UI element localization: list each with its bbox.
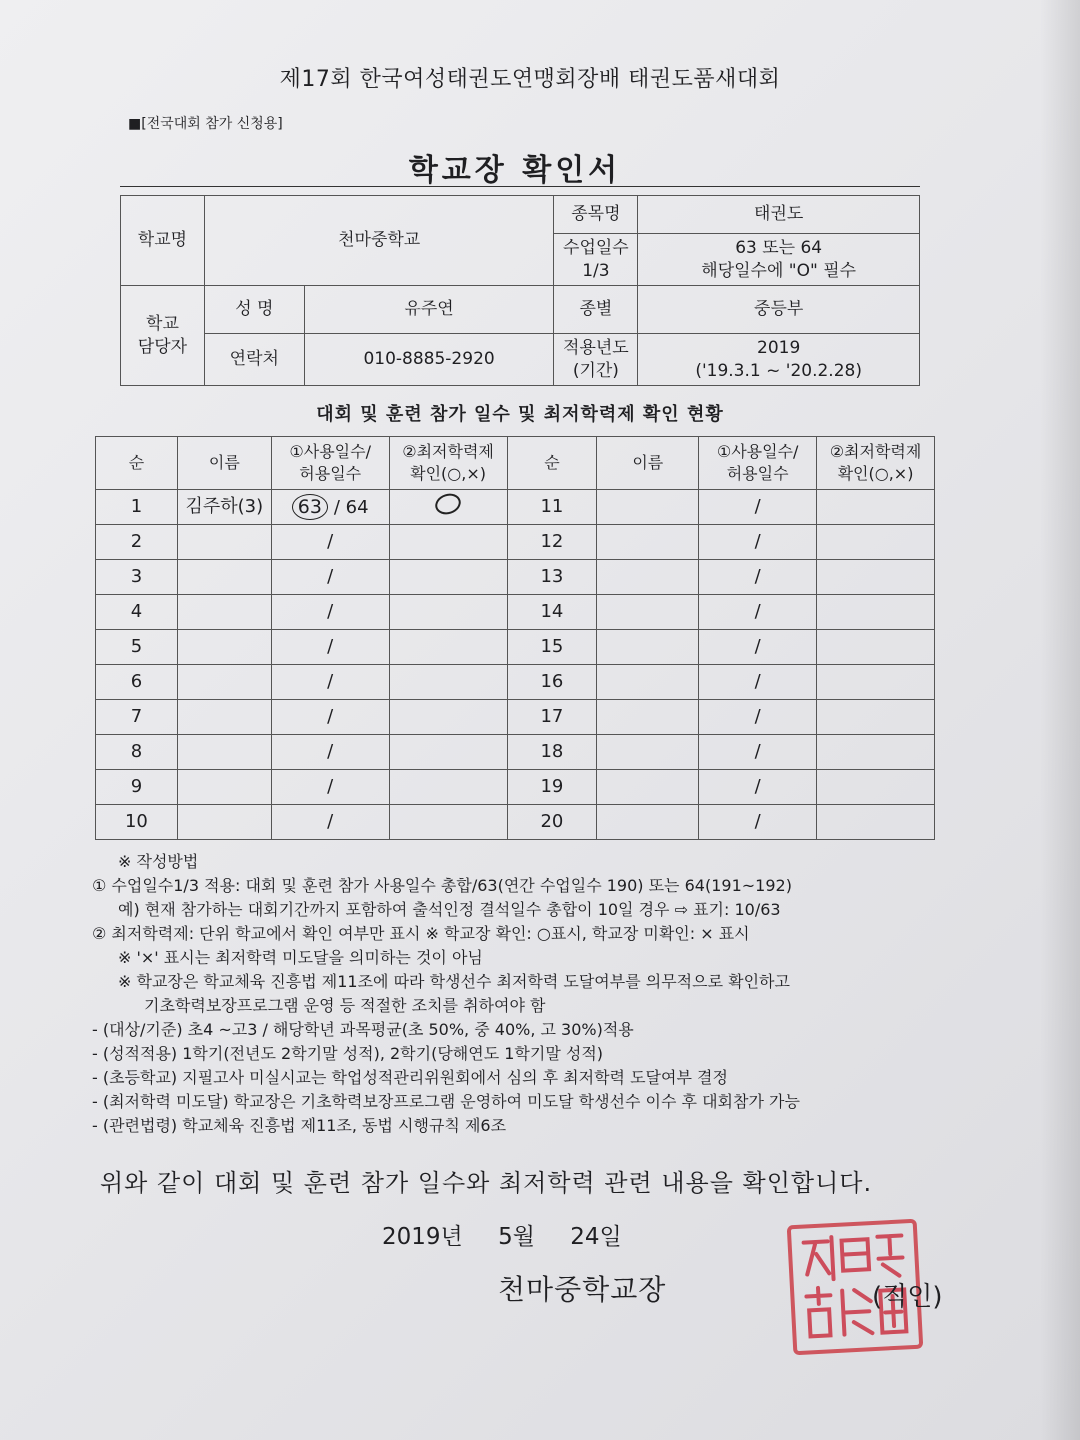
header-grade — [389, 437, 507, 490]
row-seq: 3 — [96, 560, 178, 595]
row-days-2: / — [699, 805, 817, 840]
school-label: 학교명 — [121, 196, 205, 286]
row-name-2 — [597, 560, 699, 595]
row-days: / — [271, 595, 389, 630]
confirmation-statement: 위와 같이 대회 및 훈련 참가 일수와 최저학력 관련 내용을 확인합니다. — [100, 1169, 873, 1197]
class-days-value-1: 63 또는 64 — [735, 238, 823, 259]
row-name — [177, 700, 271, 735]
row-seq: 1 — [96, 490, 178, 525]
row-name-2 — [597, 735, 699, 770]
usage-label: ■[전국대회 참가 신청용] — [128, 116, 283, 132]
row-check — [389, 630, 507, 665]
header-seq: 순 — [96, 437, 178, 490]
row-check — [389, 665, 507, 700]
contact-value: 010-8885-2920 — [304, 334, 554, 386]
header-days-1: ①사용일수/ — [289, 441, 371, 461]
row-days: / — [271, 630, 389, 665]
note-line: ※ 학교장은 학교체육 진흥법 제11조에 따라 학생선수 최저학력 도달여부를 의무적으로 확인하고 — [118, 972, 790, 991]
year-label-1: 적용년도 — [563, 338, 629, 359]
row-check — [389, 595, 507, 630]
header-grade-right-2: 확인(○,×) — [837, 464, 914, 483]
title-rule — [120, 186, 920, 187]
year-label — [554, 334, 638, 386]
note-line: - (대상/기준) 초4 ~고3 / 해당학년 과목평균(초 50%, 중 40%, 고 30%)적용 — [92, 1020, 634, 1039]
header-days — [271, 437, 389, 490]
principal-name: 천마중학교장 — [498, 1273, 667, 1306]
row-seq-2: 13 — [507, 560, 597, 595]
name-label: 성 명 — [204, 286, 304, 334]
header-grade-right-1: ②최저학력제 — [829, 441, 922, 461]
row-name — [177, 630, 271, 665]
row-name — [177, 735, 271, 770]
division-value: 중등부 — [638, 286, 920, 334]
row-seq: 2 — [96, 525, 178, 560]
issue-date — [382, 1218, 622, 1251]
row-seq: 9 — [96, 770, 178, 805]
row-seq: 4 — [96, 595, 178, 630]
note-line: 기초학력보장프로그램 운영 등 적절한 조치를 취하여야 함 — [144, 996, 546, 1015]
row-name-2 — [597, 665, 699, 700]
row-seq-2: 11 — [507, 490, 597, 525]
page-shadow — [1040, 0, 1080, 1440]
row-name — [177, 595, 271, 630]
header-days-2: 허용일수 — [299, 464, 362, 483]
row-name-2 — [597, 595, 699, 630]
class-days-value-2: 해당일수에 "O" 필수 — [701, 260, 857, 281]
manager-label-1: 학교 — [146, 314, 179, 335]
table-row — [96, 525, 935, 560]
row-check-2 — [817, 630, 935, 665]
date-month: 5월 — [498, 1224, 535, 1250]
row-seq-2: 16 — [507, 665, 597, 700]
row-seq-2: 20 — [507, 805, 597, 840]
row-days: / — [271, 770, 389, 805]
row-check — [389, 490, 507, 525]
row-days — [271, 490, 389, 525]
header-seq-2: 순 — [507, 437, 597, 490]
handwritten-o-mark — [433, 490, 464, 517]
row-check-2 — [817, 770, 935, 805]
note-line: - (성적적용) 1학기(전년도 2학기말 성적), 2학기(당해연도 1학기말 성적) — [92, 1044, 604, 1063]
table-row — [96, 735, 935, 770]
table-header-row — [96, 437, 935, 490]
row-check — [389, 735, 507, 770]
row-name-2 — [597, 525, 699, 560]
note-line: ① 수업일수1/3 적용: 대회 및 훈련 참가 사용일수 총합/63(연간 수업일수 190) 또는 64(191~192) — [92, 876, 792, 895]
table-row — [96, 630, 935, 665]
name-value: 유주연 — [304, 286, 554, 334]
row-check — [389, 525, 507, 560]
row-name — [177, 525, 271, 560]
row-seq-2: 19 — [507, 770, 597, 805]
row-check — [389, 560, 507, 595]
header-name: 이름 — [177, 437, 271, 490]
row-days-2: / — [699, 735, 817, 770]
date-day: 24일 — [570, 1224, 622, 1250]
table-row — [96, 700, 935, 735]
row-days-2: / — [699, 700, 817, 735]
row-check-2 — [817, 490, 935, 525]
row-seq-2: 12 — [507, 525, 597, 560]
note-line: - (최저학력 미도달) 학교장은 기초학력보장프로그램 운영하여 미도달 학생선수 이수 후 대회참가 가능 — [92, 1092, 800, 1111]
header-days-right-1: ①사용일수/ — [716, 441, 799, 461]
row-days-slash: / — [333, 497, 340, 518]
school-info-table — [120, 195, 920, 386]
row-check — [389, 805, 507, 840]
row-days-2: / — [699, 665, 817, 700]
row-name — [177, 560, 271, 595]
row-seq-2: 18 — [507, 735, 597, 770]
row-check-2 — [817, 560, 935, 595]
row-seq: 10 — [96, 805, 178, 840]
note-line: - (관련법령) 학교체육 진흥법 제11조, 동법 시행규칙 제6조 — [92, 1116, 507, 1135]
row-check-2 — [817, 700, 935, 735]
row-days-2: / — [699, 560, 817, 595]
table-row — [96, 665, 935, 700]
header-grade-2: 확인(○,×) — [410, 464, 486, 483]
year-label-2: (기간) — [572, 360, 619, 381]
note-line: 예) 현재 참가하는 대회기간까지 포함하여 출석인정 결석일수 총합이 10일 경우 ⇨ 표기: 10/63 — [118, 900, 781, 919]
class-days-label-1: 수업일수 — [563, 238, 629, 259]
note-line: ※ '×' 표시는 최저학력 미도달을 의미하는 것이 아님 — [118, 948, 483, 967]
row-name: 김주하(3) — [177, 490, 271, 525]
header-name-2: 이름 — [597, 437, 699, 490]
sport-label: 종목명 — [554, 196, 638, 234]
instructions-block — [92, 850, 952, 1138]
row-name-2 — [597, 630, 699, 665]
sport-value: 태권도 — [638, 196, 920, 234]
document-title: 학교장 확인서 — [408, 153, 622, 188]
row-days-2: / — [699, 595, 817, 630]
row-name-2 — [597, 700, 699, 735]
row-days: / — [271, 700, 389, 735]
row-seq-2: 17 — [507, 700, 597, 735]
notes-heading: ※ 작성방법 — [118, 852, 199, 871]
row-check-2 — [817, 805, 935, 840]
class-days-label-2: 1/3 — [582, 260, 610, 281]
row-check-2 — [817, 735, 935, 770]
school-name: 천마중학교 — [204, 196, 554, 286]
year-value-2: ('19.3.1 ~ '20.2.28) — [695, 360, 862, 381]
table-row — [96, 595, 935, 630]
used-days-circled: 63 — [292, 494, 328, 520]
table-row — [96, 560, 935, 595]
row-days: / — [271, 735, 389, 770]
row-name — [177, 770, 271, 805]
class-days-value — [638, 234, 920, 286]
year-value-1: 2019 — [757, 338, 801, 359]
table-row — [96, 490, 935, 525]
row-seq: 7 — [96, 700, 178, 735]
row-name-2 — [597, 770, 699, 805]
row-days-2: / — [699, 525, 817, 560]
contact-label: 연락처 — [204, 334, 304, 386]
row-name — [177, 805, 271, 840]
row-seq-2: 14 — [507, 595, 597, 630]
row-check-2 — [817, 595, 935, 630]
row-name-2 — [597, 490, 699, 525]
event-title: 제17회 한국여성태권도연맹회장배 태권도품새대회 — [279, 67, 781, 92]
year-value — [638, 334, 920, 386]
row-days: / — [271, 525, 389, 560]
row-seq-2: 15 — [507, 630, 597, 665]
row-check-2 — [817, 525, 935, 560]
row-days: / — [271, 560, 389, 595]
participation-table — [95, 436, 935, 840]
row-days-2: / — [699, 770, 817, 805]
header-grade-right — [817, 437, 935, 490]
seal-label: (직인) — [872, 1282, 943, 1312]
row-name — [177, 665, 271, 700]
note-line: ② 최저학력제: 단위 학교에서 확인 여부만 표시 ※ 학교장 확인: ○표시, 학교장 미확인: × 표시 — [92, 924, 750, 943]
note-line: - (초등학교) 지필고사 미실시교는 학업성적관리위원회에서 심의 후 최저학력 도달여부 결정 — [92, 1068, 728, 1087]
row-days-2: / — [699, 490, 817, 525]
row-days: / — [271, 665, 389, 700]
row-check — [389, 770, 507, 805]
header-days-right — [699, 437, 817, 490]
class-days-label — [554, 234, 638, 286]
table-row — [96, 770, 935, 805]
table-row — [96, 805, 935, 840]
row-seq: 6 — [96, 665, 178, 700]
row-name-2 — [597, 805, 699, 840]
row-check-2 — [817, 665, 935, 700]
row-seq: 8 — [96, 735, 178, 770]
manager-label-2: 담당자 — [137, 336, 188, 357]
row-check — [389, 700, 507, 735]
header-grade-1: ②최저학력제 — [402, 441, 494, 461]
row-days: / — [271, 805, 389, 840]
section-title: 대회 및 훈련 참가 일수 및 최저학력제 확인 현황 — [316, 404, 724, 425]
date-year: 2019년 — [382, 1224, 463, 1250]
allowed-days: 64 — [345, 497, 369, 518]
row-seq: 5 — [96, 630, 178, 665]
row-days-2: / — [699, 630, 817, 665]
division-label: 종별 — [554, 286, 638, 334]
header-days-right-2: 허용일수 — [726, 464, 789, 483]
manager-label — [121, 286, 205, 386]
